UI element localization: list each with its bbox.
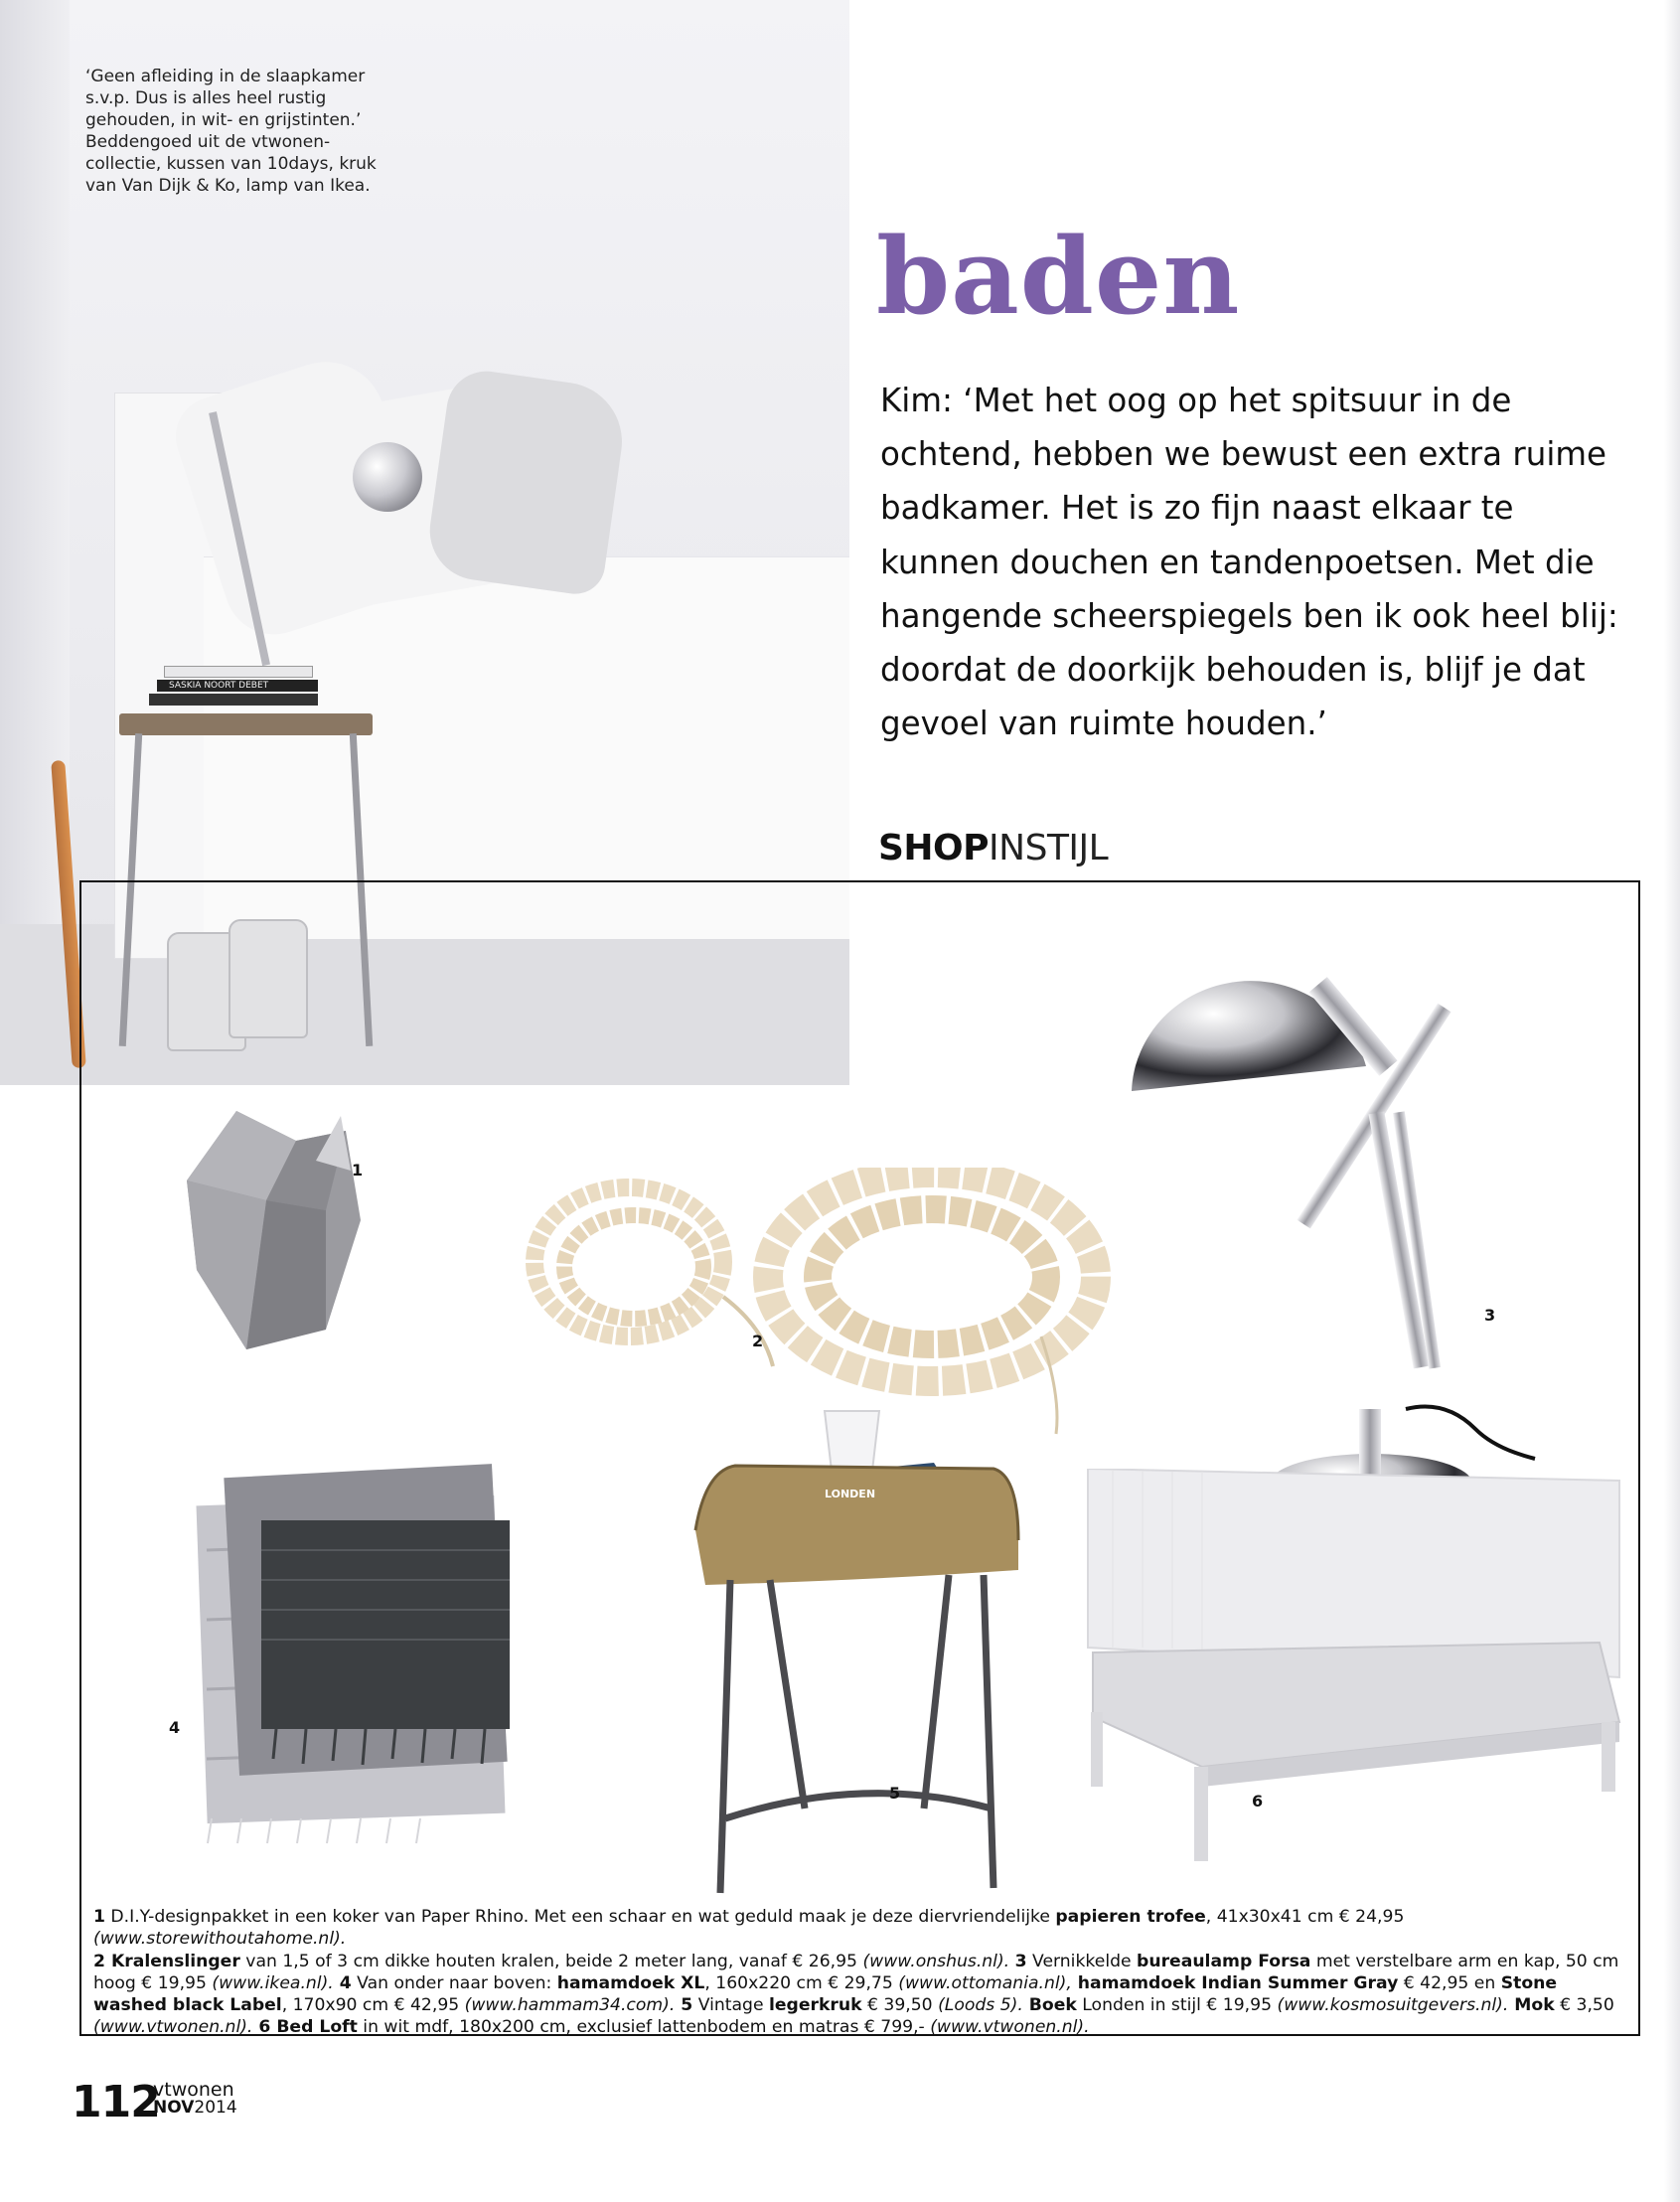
product-name: Bed Loft [270,2017,358,2038]
descr-text: Vintage [692,1995,769,2016]
caption-line: Beddengoed uit de vtwonen- [85,132,331,152]
shop-logo-light: INSTIJL [989,828,1109,868]
interview-quote [880,374,1665,750]
item-number: 3 [1014,1951,1027,1971]
quote-line: gevoel van ruimte houden.’ [880,705,1327,743]
product-number-4: 4 [169,1718,181,1737]
shop-in-stijl-logo [878,828,1108,868]
product-number-3: 3 [1484,1306,1496,1325]
product-number-6: 6 [1252,1792,1264,1810]
quote-line: Kim: ‘Met het oog op het spitsuur in de [880,382,1512,419]
descr-text: Londen in stijl € 19,95 [1076,1995,1278,2016]
descr-text: Vernikkelde [1026,1951,1138,1971]
shop-link: (www.ikea.nl). [212,1972,334,1993]
descr-text: € 42,95 en [1398,1972,1501,1993]
descr-text: , 41x30x41 cm € 24,95 [1205,1907,1405,1927]
book-cover-title: LONDEN [825,1488,876,1500]
book-cover [825,1483,894,1502]
descr-text: , 160x220 cm € 29,75 [704,1972,899,1993]
product-descriptions [93,1906,1623,2039]
caption-line: s.v.p. Dus is alles heel rustig [85,88,327,108]
caption-line: ‘Geen afleiding in de slaapkamer [85,67,366,86]
shop-link: (www.kosmosuitgevers.nl). [1277,1995,1509,2016]
army-stool-image [676,1391,1053,1898]
bed-loft-image [1083,1469,1624,1866]
quote-line: ochtend, hebben we bewust een extra ruime [880,435,1607,474]
product-number-2: 2 [752,1332,764,1350]
book-title: SASKIA NOORT DEBET [169,681,269,691]
product-name: Kralenslinger [104,1951,240,1971]
caption-line: van Van Dijk & Ko, lamp van Ikea. [85,176,371,196]
page-edge-shadow [1664,0,1680,2202]
descr-text: in wit mdf, 180x200 cm, exclusief lattenbodem en matras € 799,- [357,2017,931,2038]
book [157,680,318,692]
item-number: 6 [252,2017,271,2038]
wall-shadow [0,0,70,1085]
desk-lamp-head [353,442,422,512]
product-name: Stone washed black Label [93,1972,1558,2016]
item-number: 2 [93,1951,105,1971]
section-title: baden [876,214,1241,338]
descr-text: van 1,5 of 3 cm dikke houten kralen, beide 2 meter lang, vanaf € 26,95 [239,1951,863,1971]
caption-line: collectie, kussen van 10days, kruk [85,154,377,174]
caption-line: gehouden, in wit- en grijstinten.’ [85,110,362,130]
item-number: 4 [333,1972,352,1993]
page-number: 112 [72,2077,160,2127]
issue-date [153,2099,237,2117]
shop-link: (www.ottomania.nl), [898,1972,1072,1993]
grey-pillow [423,366,629,597]
shop-link: (www.storewithoutahome.nl). [93,1929,347,1950]
book [164,666,313,678]
product-name: hamamdoek XL [556,1972,705,1993]
item-number: 1 [93,1907,105,1927]
shop-link: (www.hammam34.com). [464,1995,676,2016]
descr-text: , 170x90 cm € 42,95 [281,1995,465,2016]
descr-text: D.I.Y-designpakket in een koker van Paper Rhino. Met een schaar en wat geduld maak je deze diervriendelijke [104,1907,1056,1927]
product-name: legerkruk [768,1995,862,2016]
magazine-brand [153,2081,237,2117]
hamam-towels-image [182,1461,559,1858]
quote-line: hangende scheerspiegels ben ik ook heel blij: [880,596,1618,635]
product-name: papieren trofee [1055,1907,1206,1927]
issue-year: 2014 [194,2098,237,2118]
photo-caption [85,66,383,197]
descr-text: met verstelbare arm en kap, 50 cm hoog € 19,95 [93,1951,1619,1993]
product-number-1: 1 [352,1161,364,1180]
shop-link: (www.vtwonen.nl). [93,2017,253,2038]
issue-month: NOV [153,2098,195,2118]
descr-text: € 39,50 [861,1995,939,2016]
stool-top [119,713,373,735]
product-name: Mok [1508,1995,1555,2016]
quote-line: badkamer. Het is zo fijn naast elkaar te [880,489,1514,528]
shop-link: (www.onshus.nl). [862,1951,1010,1971]
descr-text: € 3,50 [1554,1995,1614,2016]
shop-link: (www.vtwonen.nl). [930,2017,1090,2038]
desk-lamp-forsa-image [1118,892,1634,1528]
descr-text: Van onder naar boven: [351,1972,557,1993]
brand-name: vtwonen [153,2079,234,2101]
product-number-5: 5 [889,1784,901,1803]
shop-link: (Loods 5). [938,1995,1023,2016]
product-name: hamamdoek Indian Summer Gray [1071,1972,1399,1993]
quote-line: doordat de doorkijk behouden is, blijf je dat [880,651,1586,690]
product-name: bureaulamp Forsa [1137,1951,1311,1971]
book [149,694,318,706]
paper-rhino-trophy-image [177,1101,376,1359]
product-name: Boek [1022,1995,1077,2016]
quote-line: kunnen douchen en tandenpoetsen. Met die [880,543,1595,581]
item-number: 5 [675,1995,693,2016]
shop-logo-bold: SHOP [878,828,990,868]
